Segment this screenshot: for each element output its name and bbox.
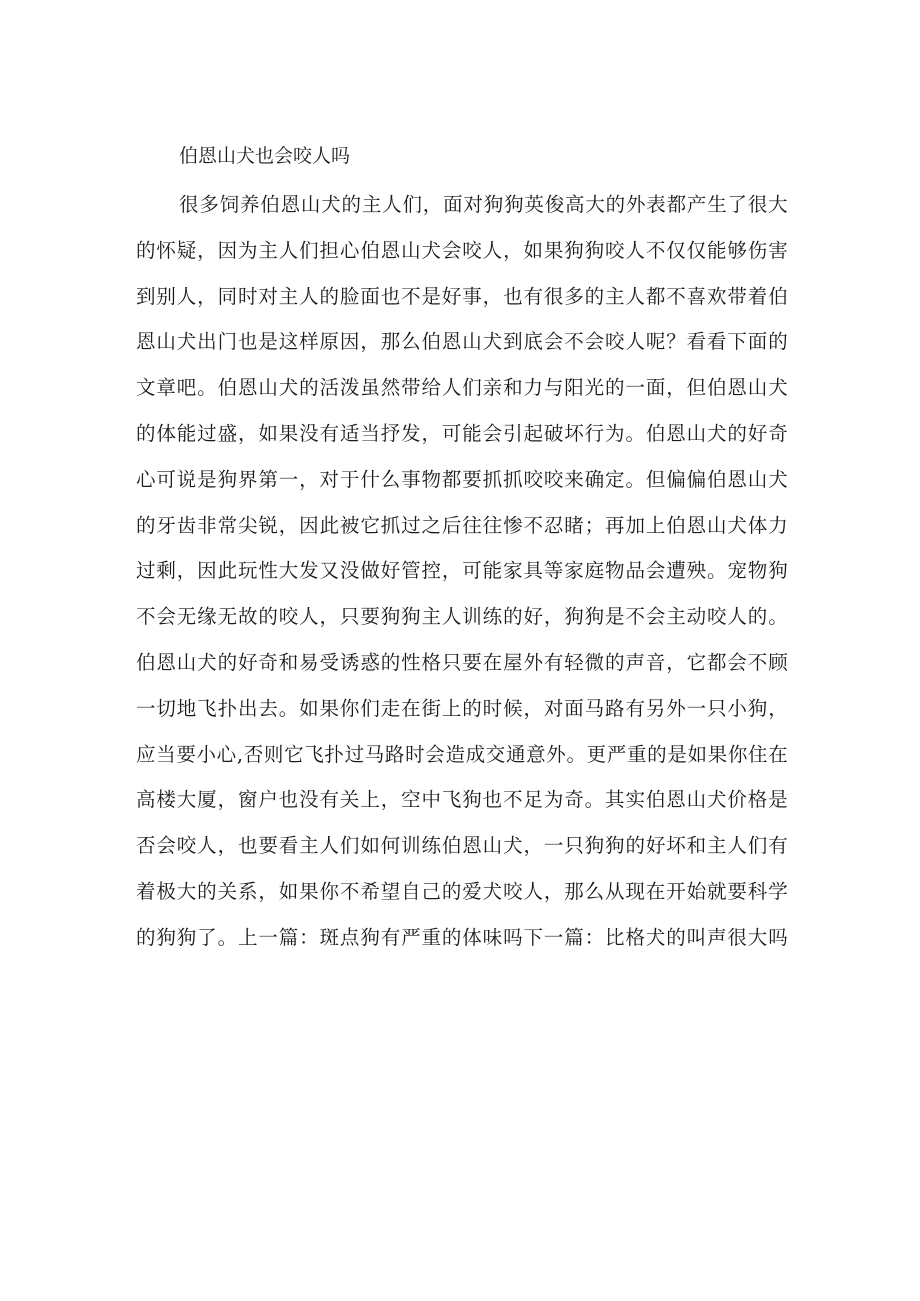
paragraph-line: 应当要小心,否则它飞扑过马路时会造成交通意外。更严重的是如果你住在 xyxy=(136,742,788,766)
paragraph-line: 过剩，因此玩性大发又没做好管控，可能家具等家庭物品会遭殃。宠物狗 xyxy=(136,559,788,583)
paragraph-line: 恩山犬出门也是这样原因，那么伯恩山犬到底会不会咬人呢？看看下面的 xyxy=(136,330,788,354)
paragraph-line: 的牙齿非常尖锐，因此被它抓过之后往往惨不忍睹；再加上伯恩山犬体力 xyxy=(136,513,788,537)
paragraph-line: 一切地飞扑出去。如果你们走在街上的时候，对面马路有另外一只小狗， xyxy=(136,696,788,720)
paragraph-line: 的体能过盛，如果没有适当抒发，可能会引起破坏行为。伯恩山犬的好奇 xyxy=(136,421,788,445)
paragraph-line: 着极大的关系，如果你不希望自己的爱犬咬人，那么从现在开始就要科学 xyxy=(136,879,788,903)
paragraph-line: 很多饲养伯恩山犬的主人们，面对狗狗英俊高大的外表都产生了很大 xyxy=(179,193,788,216)
document-title: 伯恩山犬也会咬人吗 xyxy=(179,145,351,167)
paragraph-line: 的怀疑，因为主人们担心伯恩山犬会咬人，如果狗狗咬人不仅仅能够伤害 xyxy=(136,238,788,262)
paragraph-line: 到别人，同时对主人的脸面也不是好事，也有很多的主人都不喜欢带着伯 xyxy=(136,284,788,308)
paragraph-line: 否会咬人，也要看主人们如何训练伯恩山犬，一只狗狗的好坏和主人们有 xyxy=(136,834,788,858)
paragraph-line: 的狗狗了。上一篇：斑点狗有严重的体味吗下一篇：比格犬的叫声很大吗 xyxy=(136,925,788,949)
body-paragraph xyxy=(136,182,788,961)
paragraph-line: 高楼大厦，窗户也没有关上，空中飞狗也不足为奇。其实伯恩山犬价格是 xyxy=(136,788,788,812)
paragraph-line: 伯恩山犬的好奇和易受诱惑的性格只要在屋外有轻微的声音，它都会不顾 xyxy=(136,650,788,674)
paragraph-line: 文章吧。伯恩山犬的活泼虽然带给人们亲和力与阳光的一面，但伯恩山犬 xyxy=(136,376,788,400)
paragraph-line: 心可说是狗界第一，对于什么事物都要抓抓咬咬来确定。但偏偏伯恩山犬 xyxy=(136,467,788,491)
paragraph-line: 不会无缘无故的咬人，只要狗狗主人训练的好，狗狗是不会主动咬人的。 xyxy=(136,605,788,629)
